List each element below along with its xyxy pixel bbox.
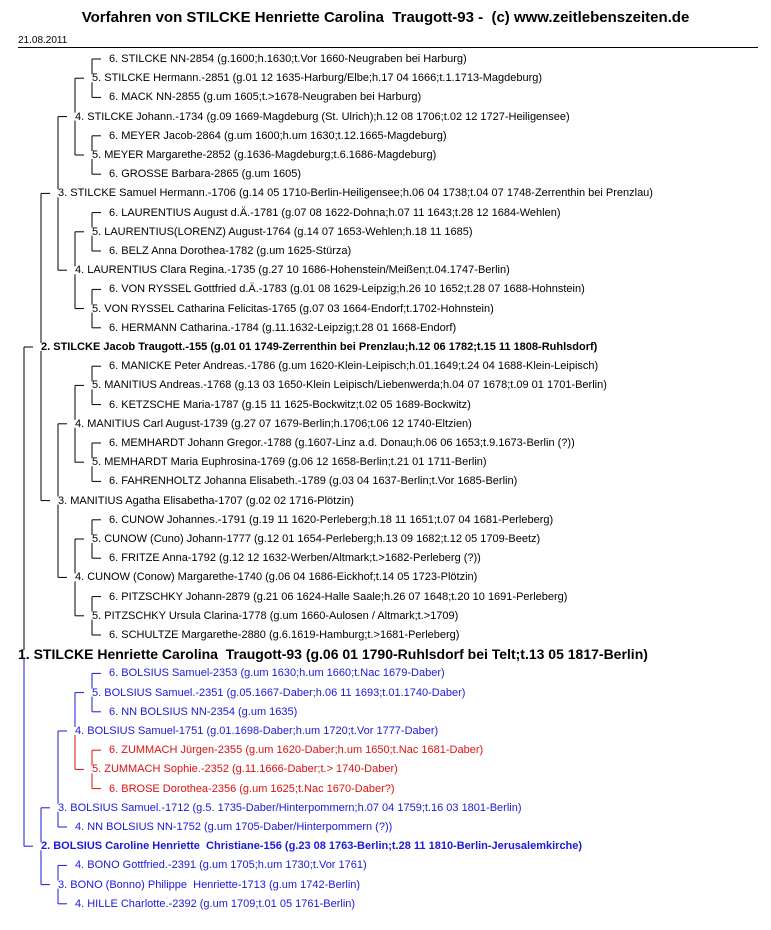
ancestor-entry-level-6: 6. MACK NN-2855 (g.um 1605;t.>1678-Neugraben bei Harburg) bbox=[109, 91, 422, 104]
ancestor-entry-level-6: 6. FRITZE Anna-1792 (g.12 12 1632-Werben/Altmark;t.>1682-Perleberg (?)) bbox=[109, 552, 481, 565]
ancestor-entry-level-4: 4. STILCKE Johann.-1734 (g.09 1669-Magdeburg (St. Ulrich);h.12 08 1706;t.02 12 1727-Heiligensee) bbox=[75, 110, 570, 123]
ancestor-entry-level-3: 3. MANITIUS Agatha Elisabetha-1707 (g.02 02 1716-Plötzin) bbox=[58, 494, 354, 507]
ancestor-entry-level-6: 6. BELZ Anna Dorothea-1782 (g.um 1625-Stürza) bbox=[109, 245, 352, 257]
ancestor-entry-level-6: 6. FAHRENHOLTZ Johanna Elisabeth.-1789 (g.03 04 1637-Berlin;t.Vor 1685-Berlin) bbox=[109, 475, 518, 488]
ancestor-entry-level-3: 3. BOLSIUS Samuel.-1712 (g.5. 1735-Daber/Hinterpommern;h.07 04 1759;t.16 03 1801-Berlin) bbox=[58, 801, 522, 814]
ancestor-entry-level-5: 5. MEMHARDT Maria Euphrosina-1769 (g.06 12 1658-Berlin;t.21 01 1711-Berlin) bbox=[92, 456, 487, 469]
ancestor-entry-level-4: 4. BOLSIUS Samuel-1751 (g.01.1698-Daber;h.um 1720;t.Vor 1777-Daber) bbox=[75, 725, 439, 737]
ancestor-entry-level-4: 4. NN BOLSIUS NN-1752 (g.um 1705-Daber/Hinterpommern (?)) bbox=[75, 821, 393, 833]
ancestor-entry-level-4: 4. HILLE Charlotte.-2392 (g.um 1709;t.01 05 1761-Berlin) bbox=[75, 897, 356, 910]
ancestor-entry-level-4: 4. CUNOW (Conow) Margarethe-1740 (g.06 04 1686-Eickhof;t.14 05 1723-Plötzin) bbox=[75, 571, 478, 584]
ancestor-entry-level-6: 6. BOLSIUS Samuel-2353 (g.um 1630;h.um 1660;t.Nac 1679-Daber) bbox=[109, 667, 445, 680]
print-date: 21.08.2011 bbox=[18, 35, 68, 46]
ancestor-entry-level-5: 5. BOLSIUS Samuel.-2351 (g.05.1667-Daber;h.06 11 1693;t.01.1740-Daber) bbox=[92, 686, 466, 699]
page-title: Vorfahren von STILCKE Henriette Carolina Traugott-93 - (c) www.zeitlebenszeiten.de bbox=[81, 9, 690, 26]
ancestor-entry-level-5: 5. LAURENTIUS(LORENZ) August-1764 (g.14 07 1653-Wehlen;h.18 11 1685) bbox=[92, 225, 473, 238]
ancestor-entry-level-6: 6. LAURENTIUS August d.Ä.-1781 (g.07 08 1622-Dohna;h.07 11 1643;t.28 12 1684-Wehlen) bbox=[109, 206, 561, 219]
ancestor-entry-level-6: 6. PITZSCHKY Johann-2879 (g.21 06 1624-Halle Saale;h.26 07 1648;t.20 10 1691-Perleberg) bbox=[109, 590, 568, 603]
ancestor-entry-level-3: 3. BONO (Bonno) Philippe Henriette-1713 (g.um 1742-Berlin) bbox=[58, 878, 361, 891]
ancestor-entry-level-6: 6. GROSSE Barbara-2865 (g.um 1605) bbox=[109, 168, 301, 181]
ancestor-entry-level-5: 5. STILCKE Hermann.-2851 (g.01 12 1635-Harburg/Elbe;h.17 04 1666;t.1.1713-Magdeburg) bbox=[92, 72, 543, 85]
ancestor-entry-level-6: 6. NN BOLSIUS NN-2354 (g.um 1635) bbox=[109, 705, 298, 718]
ancestor-entry-level-6: 6. ZUMMACH Jürgen-2355 (g.um 1620-Daber;h.um 1650;t.Nac 1681-Daber) bbox=[109, 744, 484, 757]
ancestor-entry-level-6: 6. CUNOW Johannes.-1791 (g.19 11 1620-Perleberg;h.18 11 1651;t.07 04 1681-Perleberg) bbox=[109, 513, 554, 526]
ancestor-entry-level-4: 4. BONO Gottfried.-2391 (g.um 1705;h.um 1730;t.Vor 1761) bbox=[75, 859, 367, 872]
ancestor-entry-level-6: 6. MEYER Jacob-2864 (g.um 1600;h.um 1630;t.12.1665-Magdeburg) bbox=[109, 129, 447, 142]
ancestor-entry-level-5: 5. MANITIUS Andreas.-1768 (g.13 03 1650-Klein Leipisch/Liebenwerda;h.04 07 1678;t.09 01 1701-Berlin) bbox=[92, 379, 607, 392]
ancestor-entry-level-6: 6. BROSE Dorothea-2356 (g.um 1625;t.Nac 1670-Daber?) bbox=[109, 782, 395, 795]
ancestor-entry-level-6: 6. VON RYSSEL Gottfried d.Ä.-1783 (g.01 08 1629-Leipzig;h.26 10 1652;t.28 07 1688-Hohnstein) bbox=[109, 283, 585, 296]
ancestor-entry-level-5: 5. CUNOW (Cuno) Johann-1777 (g.12 01 1654-Perleberg;h.13 09 1682;t.12 05 1709-Beetz) bbox=[92, 533, 541, 545]
ancestor-entry-level-5: 5. VON RYSSEL Catharina Felicitas-1765 (g.07 03 1664-Endorf;t.1702-Hohnstein) bbox=[92, 302, 494, 315]
ancestor-entry-level-5: 5. MEYER Margarethe-2852 (g.1636-Magdeburg;t.6.1686-Magdeburg) bbox=[92, 149, 437, 161]
ancestor-entry-level-3: 3. STILCKE Samuel Hermann.-1706 (g.14 05 1710-Berlin-Heiligensee;h.06 04 1738;t.04 07 1748-Zerrenthin bei Prenzlau) bbox=[58, 187, 653, 200]
ancestor-entry-level-2: 2. STILCKE Jacob Traugott.-155 (g.01 01 1749-Zerrenthin bei Prenzlau;h.12 06 1782;t.15 11 1808-Ruhlsdorf) bbox=[41, 341, 598, 353]
ancestor-entry-level-6: 6. HERMANN Catharina.-1784 (g.11.1632-Leipzig;t.28 01 1668-Endorf) bbox=[109, 321, 457, 334]
ancestor-entry-level-6: 6. MEMHARDT Johann Gregor.-1788 (g.1607-Linz a.d. Donau;h.06 06 1653;t.9.1673-Berlin (?)) bbox=[109, 437, 575, 449]
ancestor-entry-level-6: 6. KETZSCHE Maria-1787 (g.15 11 1625-Bockwitz;t.02 05 1689-Bockwitz) bbox=[109, 398, 471, 411]
ancestor-entry-level-6: 6. SCHULTZE Margarethe-2880 (g.6.1619-Hamburg;t.>1681-Perleberg) bbox=[109, 629, 460, 641]
ancestor-entry-level-5: 5. PITZSCHKY Ursula Clarina-1778 (g.um 1660-Aulosen / Altmark;t.>1709) bbox=[92, 609, 459, 622]
ancestor-entry-level-1: 1. STILCKE Henriette Carolina Traugott-93 (g.06 01 1790-Ruhlsdorf bei Telt;t.13 05 1817-Berlin) bbox=[18, 646, 648, 663]
ancestor-entry-level-6: 6. MANICKE Peter Andreas.-1786 (g.um 1620-Klein-Leipisch;h.01.1649;t.24 04 1688-Klein-Leipisch) bbox=[109, 360, 599, 373]
ancestor-entry-level-6: 6. STILCKE NN-2854 (g.1600;h.1630;t.Vor 1660-Neugraben bei Harburg) bbox=[109, 53, 467, 65]
ancestor-entry-level-4: 4. LAURENTIUS Clara Regina.-1735 (g.27 10 1686-Hohenstein/Meißen;t.04.1747-Berlin) bbox=[75, 264, 510, 277]
ancestor-entry-level-5: 5. ZUMMACH Sophie.-2352 (g.11.1666-Daber;t.> 1740-Daber) bbox=[92, 763, 398, 776]
ancestor-entry-level-4: 4. MANITIUS Carl August-1739 (g.27 07 1679-Berlin;h.1706;t.06 12 1740-Eltzien) bbox=[75, 417, 472, 430]
ancestor-entry-level-2: 2. BOLSIUS Caroline Henriette Christiane-156 (g.23 08 1763-Berlin;t.28 11 1810-Berlin-Jerusalemkirche) bbox=[41, 840, 583, 853]
